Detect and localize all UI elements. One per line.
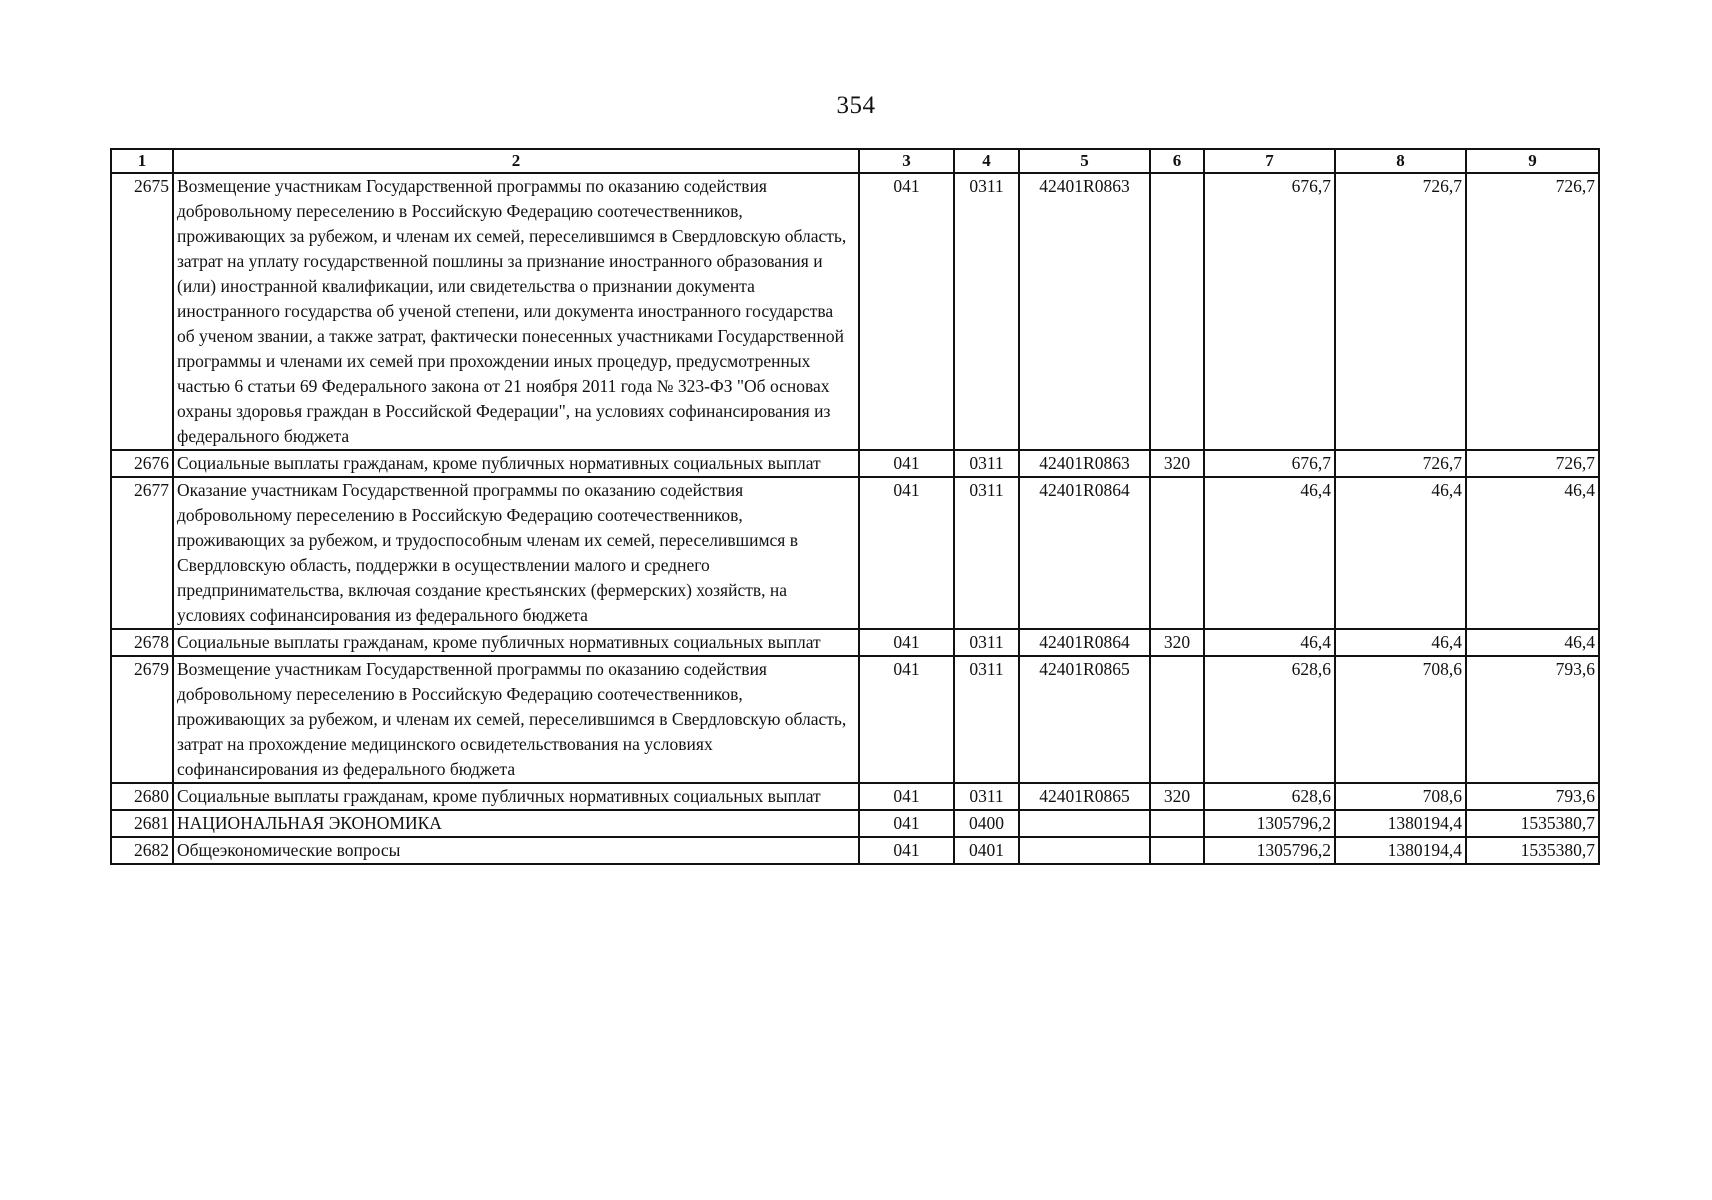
row-col-6 bbox=[1150, 477, 1204, 629]
row-number: 2675 bbox=[111, 173, 173, 450]
row-col-7: 676,7 bbox=[1204, 173, 1335, 450]
row-col-5: 42401R0865 bbox=[1019, 656, 1150, 783]
header-col-5: 5 bbox=[1019, 149, 1150, 173]
table-row bbox=[111, 173, 1599, 450]
row-number: 2679 bbox=[111, 656, 173, 783]
row-col-4: 0400 bbox=[954, 810, 1019, 837]
row-col-9: 726,7 bbox=[1466, 173, 1599, 450]
row-col-3: 041 bbox=[859, 810, 954, 837]
row-col-7: 46,4 bbox=[1204, 629, 1335, 656]
row-name: Общеэкономические вопросы bbox=[173, 837, 859, 864]
page-number: 354 bbox=[836, 92, 876, 119]
row-col-6 bbox=[1150, 656, 1204, 783]
row-name: Возмещение участникам Государственной программы по оказанию содействия добровольному переселению в Российскую Федерацию соотечественников, проживающих за рубежом, и членам их семей, переселившимся в Свердловскую область, затрат на уплату государственной пошлины за признание иностранного образования и (или) иностранной квалификации, или свидетельства о признании документа иностранного государства об ученой степени, или документа иностранного государства об ученом звании, а также затрат, фактически понесенных участниками Государственной программы и членами их семей при прохождении иных процедур, предусмотренных частью 6 статьи 69 Федерального закона от 21 ноября 2011 года № 323-ФЗ "Об основах охраны здоровья граждан в Российской Федерации", на условиях софинансирования из федерального бюджета bbox=[173, 173, 859, 450]
row-col-3: 041 bbox=[859, 173, 954, 450]
row-number: 2676 bbox=[111, 450, 173, 477]
row-name: Возмещение участникам Государственной программы по оказанию содействия добровольному переселению в Российскую Федерацию соотечественников, проживающих за рубежом, и членам их семей, переселившимся в Свердловскую область, затрат на прохождение медицинского освидетельствования на условиях софинансирования из федерального бюджета bbox=[173, 656, 859, 783]
row-name: Оказание участникам Государственной программы по оказанию содействия добровольному переселению в Российскую Федерацию соотечественников, проживающих за рубежом, и трудоспособным членам их семей, переселившимся в Свердловскую область, поддержки в осуществлении малого и среднего предпринимательства, включая создание крестьянских (фермерских) хозяйств, на условиях софинансирования из федерального бюджета bbox=[173, 477, 859, 629]
row-col-8: 708,6 bbox=[1335, 783, 1466, 810]
row-col-4: 0311 bbox=[954, 629, 1019, 656]
table-row bbox=[111, 477, 1599, 629]
row-col-7: 1305796,2 bbox=[1204, 810, 1335, 837]
row-col-7: 46,4 bbox=[1204, 477, 1335, 629]
row-col-9: 46,4 bbox=[1466, 477, 1599, 629]
row-col-8: 1380194,4 bbox=[1335, 810, 1466, 837]
row-col-5: 42401R0863 bbox=[1019, 450, 1150, 477]
row-name: Социальные выплаты гражданам, кроме публичных нормативных социальных выплат bbox=[173, 783, 859, 810]
table-row bbox=[111, 810, 1599, 837]
row-col-6: 320 bbox=[1150, 783, 1204, 810]
row-col-8: 46,4 bbox=[1335, 477, 1466, 629]
row-col-5: 42401R0864 bbox=[1019, 629, 1150, 656]
row-col-4: 0311 bbox=[954, 450, 1019, 477]
row-number: 2677 bbox=[111, 477, 173, 629]
table-row bbox=[111, 450, 1599, 477]
header-col-3: 3 bbox=[859, 149, 954, 173]
row-col-6: 320 bbox=[1150, 450, 1204, 477]
row-name: НАЦИОНАЛЬНАЯ ЭКОНОМИКА bbox=[173, 810, 859, 837]
row-col-3: 041 bbox=[859, 656, 954, 783]
row-col-4: 0311 bbox=[954, 783, 1019, 810]
row-col-9: 46,4 bbox=[1466, 629, 1599, 656]
row-number: 2682 bbox=[111, 837, 173, 864]
row-number: 2678 bbox=[111, 629, 173, 656]
row-col-8: 726,7 bbox=[1335, 173, 1466, 450]
row-col-5 bbox=[1019, 810, 1150, 837]
row-number: 2681 bbox=[111, 810, 173, 837]
row-col-3: 041 bbox=[859, 783, 954, 810]
row-col-3: 041 bbox=[859, 629, 954, 656]
table-row bbox=[111, 783, 1599, 810]
row-col-3: 041 bbox=[859, 837, 954, 864]
row-name: Социальные выплаты гражданам, кроме публичных нормативных социальных выплат bbox=[173, 629, 859, 656]
header-col-2: 2 bbox=[173, 149, 859, 173]
table-row bbox=[111, 837, 1599, 864]
row-col-9: 1535380,7 bbox=[1466, 837, 1599, 864]
row-col-8: 1380194,4 bbox=[1335, 837, 1466, 864]
row-col-5 bbox=[1019, 837, 1150, 864]
row-col-5: 42401R0865 bbox=[1019, 783, 1150, 810]
header-col-7: 7 bbox=[1204, 149, 1335, 173]
row-col-9: 1535380,7 bbox=[1466, 810, 1599, 837]
budget-table bbox=[110, 148, 1600, 865]
table-row bbox=[111, 656, 1599, 783]
header-row bbox=[111, 149, 1599, 173]
row-col-3: 041 bbox=[859, 450, 954, 477]
row-col-8: 726,7 bbox=[1335, 450, 1466, 477]
row-col-4: 0401 bbox=[954, 837, 1019, 864]
header-col-8: 8 bbox=[1335, 149, 1466, 173]
row-col-9: 726,7 bbox=[1466, 450, 1599, 477]
row-col-4: 0311 bbox=[954, 656, 1019, 783]
row-col-7: 628,6 bbox=[1204, 783, 1335, 810]
row-col-3: 041 bbox=[859, 477, 954, 629]
header-col-4: 4 bbox=[954, 149, 1019, 173]
row-col-4: 0311 bbox=[954, 173, 1019, 450]
header-col-1: 1 bbox=[111, 149, 173, 173]
row-number: 2680 bbox=[111, 783, 173, 810]
row-col-6 bbox=[1150, 173, 1204, 450]
row-col-7: 1305796,2 bbox=[1204, 837, 1335, 864]
row-col-9: 793,6 bbox=[1466, 656, 1599, 783]
row-col-6: 320 bbox=[1150, 629, 1204, 656]
row-col-8: 708,6 bbox=[1335, 656, 1466, 783]
header-col-9: 9 bbox=[1466, 149, 1599, 173]
row-col-6 bbox=[1150, 810, 1204, 837]
row-col-5: 42401R0863 bbox=[1019, 173, 1150, 450]
header-col-6: 6 bbox=[1150, 149, 1204, 173]
row-col-9: 793,6 bbox=[1466, 783, 1599, 810]
row-col-7: 676,7 bbox=[1204, 450, 1335, 477]
row-name: Социальные выплаты гражданам, кроме публичных нормативных социальных выплат bbox=[173, 450, 859, 477]
row-col-7: 628,6 bbox=[1204, 656, 1335, 783]
row-col-8: 46,4 bbox=[1335, 629, 1466, 656]
row-col-4: 0311 bbox=[954, 477, 1019, 629]
table-row bbox=[111, 629, 1599, 656]
row-col-5: 42401R0864 bbox=[1019, 477, 1150, 629]
row-col-6 bbox=[1150, 837, 1204, 864]
